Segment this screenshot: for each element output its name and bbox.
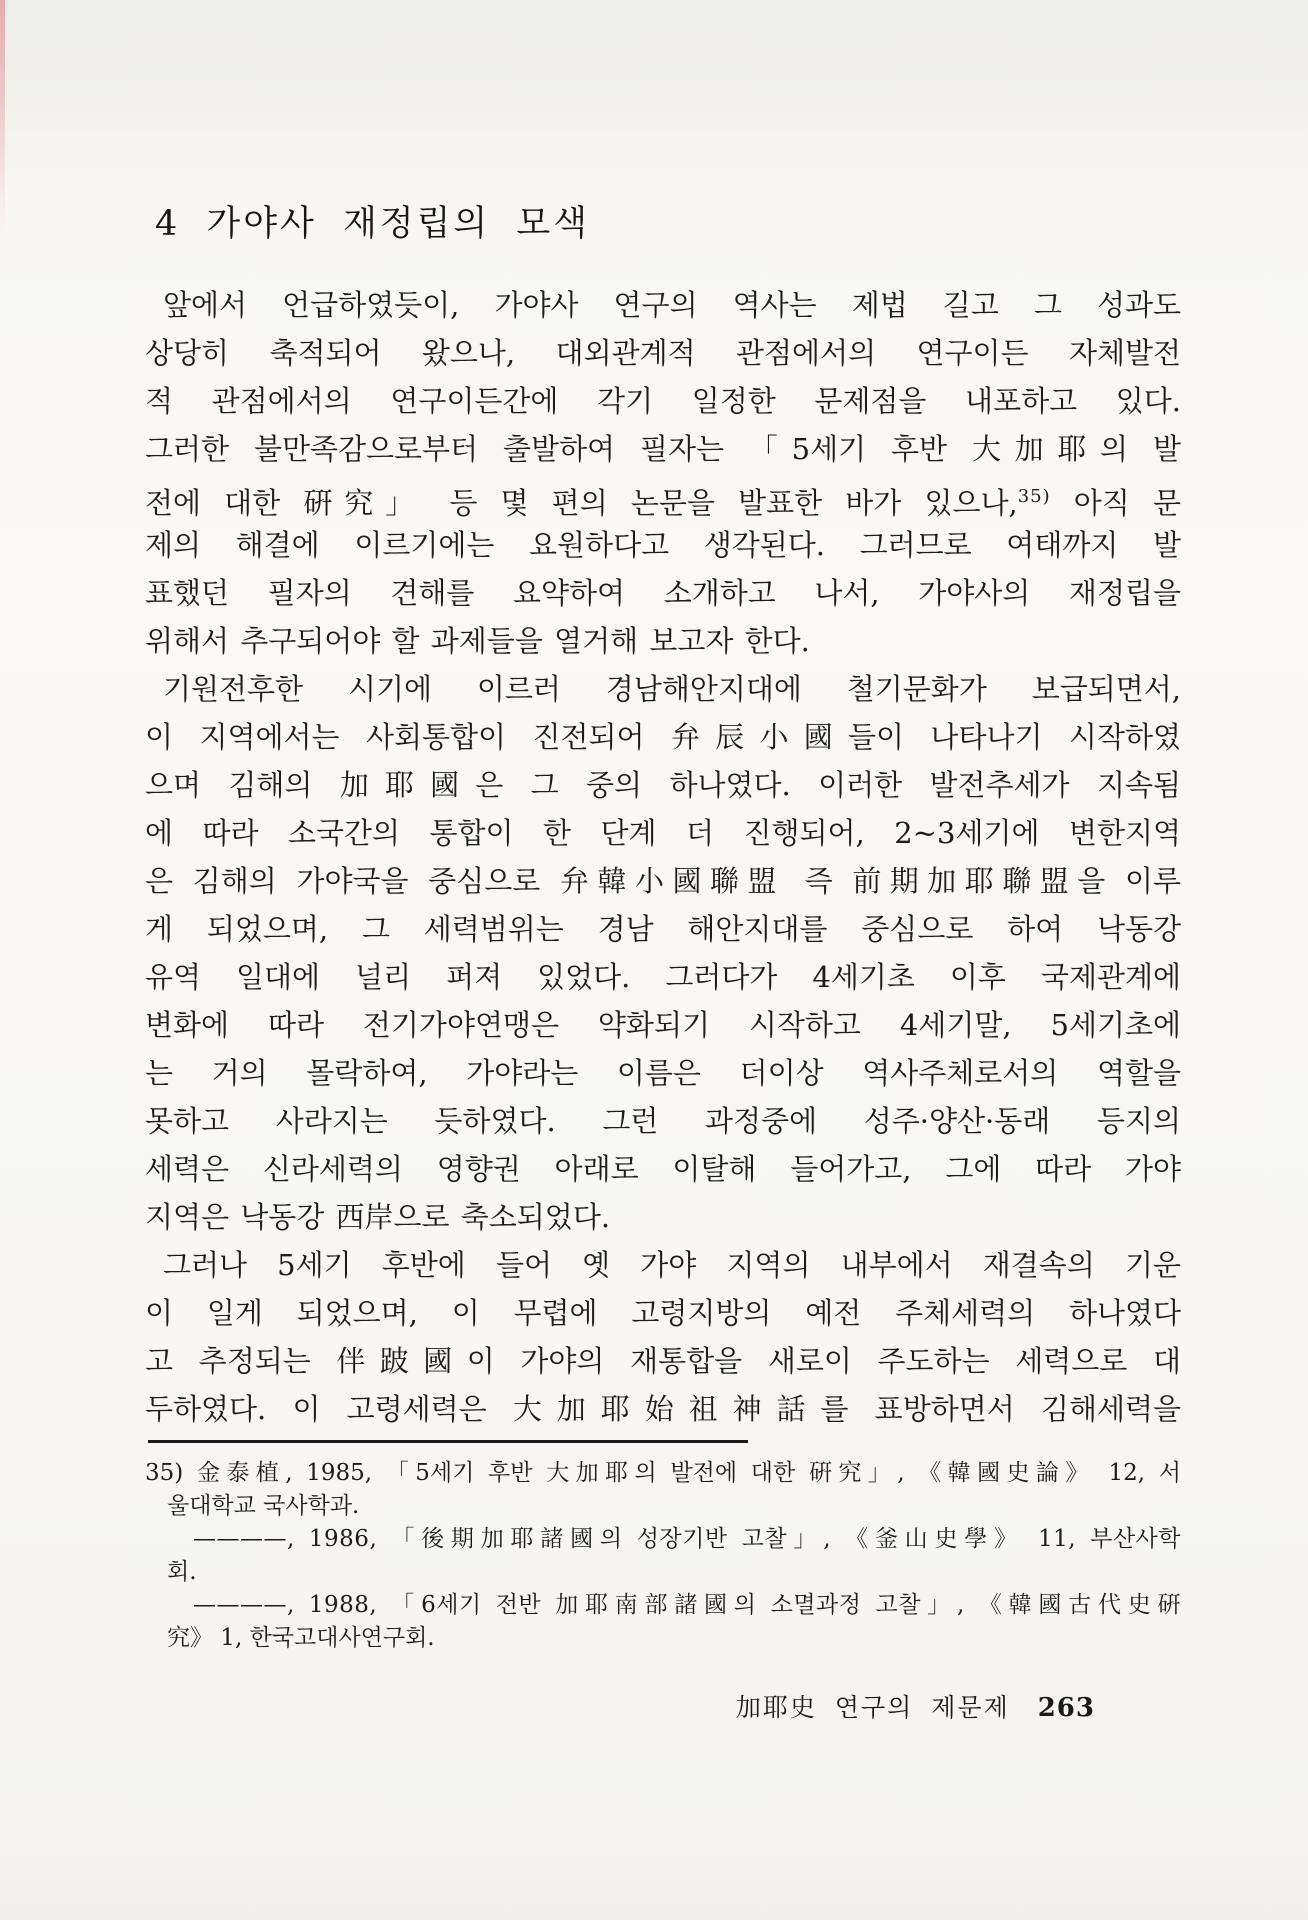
footnote-line: 究》 1, 한국고대사연구회. <box>167 1625 435 1651</box>
page-number: 263 <box>1037 1693 1095 1723</box>
section-heading: 4 가야사 재정립의 모색 <box>155 204 590 244</box>
body-line: 으며 김해의 加耶國은 그 중의 하나였다. 이러한 발전추세가 지속됨 <box>145 768 1181 802</box>
footnote-line: 35) 金泰植, 1985, 「5세기 후반 大加耶의 발전에 대한 硏究」, 《韓國史論》 12, 서 <box>145 1460 1181 1486</box>
footnote-line: 울대학교 국사학과. <box>167 1493 360 1519</box>
scan-edge-artifact <box>0 0 5 235</box>
body-line: 적 관점에서의 연구이든간에 각기 일정한 문제점을 내포하고 있다. <box>145 384 1181 418</box>
body-line: 표했던 필자의 견해를 요약하여 소개하고 나서, 가야사의 재정립을 <box>145 576 1181 610</box>
body-line: 세력은 신라세력의 영향권 아래로 이탈해 들어가고, 그에 따라 가야 <box>145 1152 1181 1186</box>
body-line: 게 되었으며, 그 세력범위는 경남 해안지대를 중심으로 하여 낙동강 <box>145 912 1181 946</box>
body-line-text: 전에 대한 硏究」 등 몇 편의 논문을 발표한 바가 있으나, <box>145 486 1018 520</box>
body-line: 은 김해의 가야국을 중심으로 弁韓小國聯盟 즉 前期加耶聯盟을 이루 <box>145 864 1181 898</box>
page-footer <box>736 1688 1095 1724</box>
page-body-text <box>145 281 1181 1433</box>
body-line: 에 따라 소국간의 통합이 한 단계 더 진행되어, 2~3세기에 변한지역 <box>145 816 1181 850</box>
body-line-text: 아직 문 <box>1050 486 1181 520</box>
body-line: 상당히 축적되어 왔으나, 대외관계적 관점에서의 연구이든 자체발전 <box>145 336 1181 370</box>
body-line: 유역 일대에 널리 퍼져 있었다. 그러다가 4세기초 이후 국제관계에 <box>145 960 1181 994</box>
body-line: 고 추정되는 伴跛國이 가야의 재통합을 새로이 주도하는 세력으로 대 <box>145 1344 1181 1378</box>
footnote-line: ————, 1988, 「6세기 전반 加耶南部諸國의 소멸과정 고찰」, 《韓國古代史硏 <box>193 1592 1181 1618</box>
body-line: 그러나 5세기 후반에 들어 옛 가야 지역의 내부에서 재결속의 기운 <box>163 1248 1181 1282</box>
body-line: 제의 해결에 이르기에는 요원하다고 생각된다. 그러므로 여태까지 발 <box>145 528 1181 562</box>
running-title: 加耶史 연구의 제문제 <box>735 1693 1010 1722</box>
body-line: 위해서 추구되어야 할 과제들을 열거해 보고자 한다. <box>145 624 810 658</box>
footnote-reference-35: 35) <box>1017 486 1051 507</box>
body-line: 앞에서 언급하였듯이, 가야사 연구의 역사는 제법 길고 그 성과도 <box>163 288 1181 322</box>
footnote-separator-rule <box>148 1440 748 1443</box>
footnote-line: 회. <box>167 1559 197 1585</box>
body-line: 는 거의 몰락하여, 가야라는 이름은 더이상 역사주체로서의 역할을 <box>145 1056 1181 1090</box>
body-line: 그러한 불만족감으로부터 출발하여 필자는 「5세기 후반 大加耶의 발 <box>145 432 1181 466</box>
paragraph-3 <box>145 1241 1181 1433</box>
footnote-line: ————, 1986, 「後期加耶諸國의 성장기반 고찰」, 《釜山史學》 11, 부산사학 <box>193 1526 1181 1552</box>
body-line: 이 일게 되었으며, 이 무렵에 고령지방의 예전 주체세력의 하나였다 <box>145 1296 1181 1330</box>
body-line: 기원전후한 시기에 이르러 경남해안지대에 철기문화가 보급되면서, <box>163 672 1181 706</box>
body-line: 변화에 따라 전기가야연맹은 약화되기 시작하고 4세기말, 5세기초에 <box>145 1008 1181 1042</box>
paragraph-2 <box>145 665 1181 1241</box>
body-line: 지역은 낙동강 西岸으로 축소되었다. <box>145 1200 611 1234</box>
paragraph-1 <box>145 281 1181 665</box>
body-line: 두하였다. 이 고령세력은 大加耶始祖神話를 표방하면서 김해세력을 <box>145 1392 1181 1426</box>
body-line <box>145 473 1181 521</box>
body-line: 못하고 사라지는 듯하였다. 그런 과정중에 성주·양산·동래 등지의 <box>145 1104 1181 1138</box>
body-line: 이 지역에서는 사회통합이 진전되어 弁辰小國들이 나타나기 시작하였 <box>145 720 1181 754</box>
footnotes-block <box>145 1457 1181 1655</box>
